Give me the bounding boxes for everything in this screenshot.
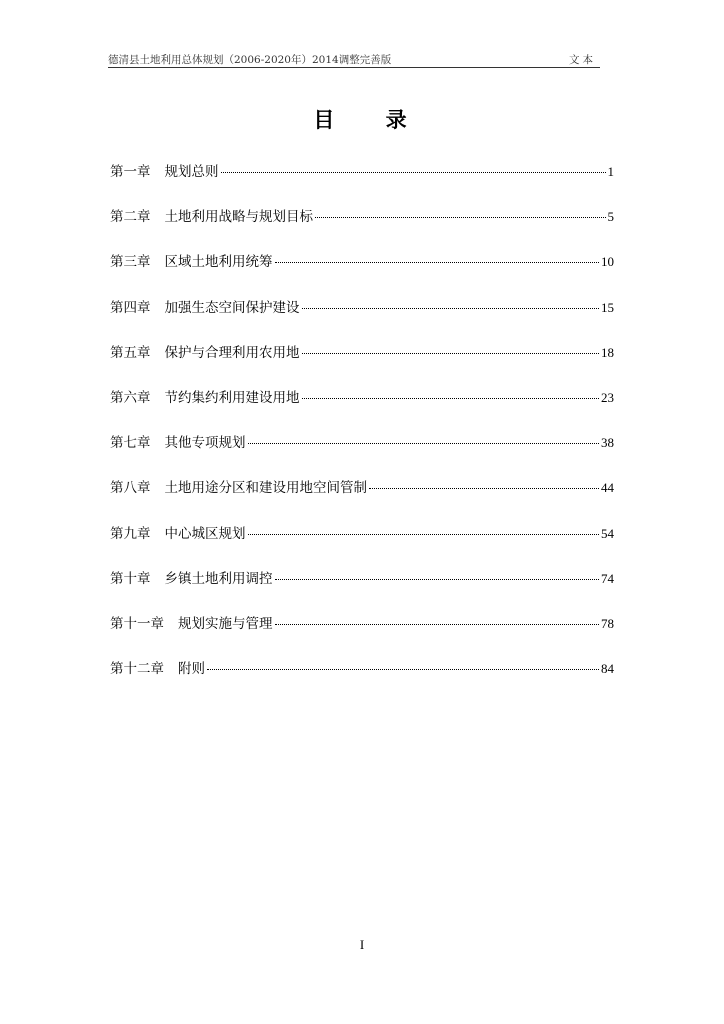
toc-page-number: 1 [607,164,614,179]
toc-entry[interactable] [110,522,614,567]
toc-page-number: 23 [601,389,614,405]
toc-entry[interactable] [110,296,614,341]
toc-entry[interactable] [110,476,614,521]
toc-dot-leader [302,308,600,309]
toc-dot-leader [369,488,599,489]
toc-chapter-number: 第四章 [110,299,151,316]
page-number: I [359,937,365,952]
toc-chapter-title: 其他专项规划 [164,435,246,452]
toc-dot-leader [275,262,600,263]
toc-entry[interactable] [110,567,614,612]
toc-entry[interactable] [110,160,614,205]
toc-page-number: 15 [601,299,614,315]
toc-chapter-number: 第一章 [110,164,151,180]
toc-chapter-title: 土地利用战略与规划目标 [164,209,313,226]
toc-chapter-number: 第九章 [110,525,151,542]
toc-page-number: 5 [607,209,614,225]
toc-chapter-title: 中心城区规划 [164,525,246,542]
toc-chapter-number: 第七章 [110,435,151,452]
toc-chapter-title: 保护与合理利用农用地 [164,344,300,361]
toc-chapter-number: 第十二章 [110,661,164,678]
toc-dot-leader [315,217,606,218]
toc-chapter-number: 第十一章 [110,615,164,632]
toc-chapter-title: 乡镇土地利用调控 [164,570,273,587]
toc-page-number: 44 [601,480,614,496]
toc-dot-leader [207,669,599,670]
toc-dot-leader [248,534,600,535]
toc-entry[interactable] [110,386,614,431]
header-section-label: 文本 [569,54,596,66]
toc-chapter-number: 第八章 [110,480,151,497]
toc-entry[interactable] [110,341,614,386]
toc-chapter-number: 第十章 [110,570,151,587]
toc-entry[interactable] [110,612,614,657]
toc-title: 目 录 [313,108,429,132]
toc-chapter-number: 第六章 [110,389,151,406]
toc-dot-leader [221,172,606,173]
page-header [108,52,600,68]
toc-entry[interactable] [110,205,614,250]
toc-chapter-title: 加强生态空间保护建设 [164,299,300,316]
toc-chapter-title: 区域土地利用统筹 [164,254,273,271]
toc-page-number: 54 [601,525,614,541]
toc-chapter-title: 附则 [178,661,205,678]
toc-chapter-title: 土地用途分区和建设用地空间管制 [164,480,367,497]
toc-entry[interactable] [110,431,614,476]
toc-chapter-number: 第五章 [110,344,151,361]
toc-dot-leader [302,398,600,399]
toc-dot-leader [302,353,600,354]
toc-dot-leader [275,624,600,625]
header-document-title: 德清县土地利用总体规划（2006-2020年）2014调整完善版 [108,54,392,66]
toc-page-number: 78 [601,615,614,631]
toc-entry[interactable] [110,250,614,295]
table-of-contents [110,160,614,702]
toc-chapter-number: 第三章 [110,254,151,271]
toc-chapter-number: 第二章 [110,209,151,226]
toc-page-number: 18 [601,344,614,360]
toc-dot-leader [248,443,600,444]
toc-page-number: 74 [601,570,614,586]
toc-chapter-title: 节约集约利用建设用地 [164,389,300,406]
toc-chapter-title: 规划实施与管理 [178,615,273,632]
header-divider [108,67,600,68]
toc-chapter-title: 规划总则 [164,164,219,180]
toc-page-number: 10 [601,254,614,270]
toc-entry[interactable] [110,657,614,702]
toc-page-number: 84 [601,661,614,677]
toc-dot-leader [275,579,600,580]
toc-page-number: 38 [601,435,614,451]
